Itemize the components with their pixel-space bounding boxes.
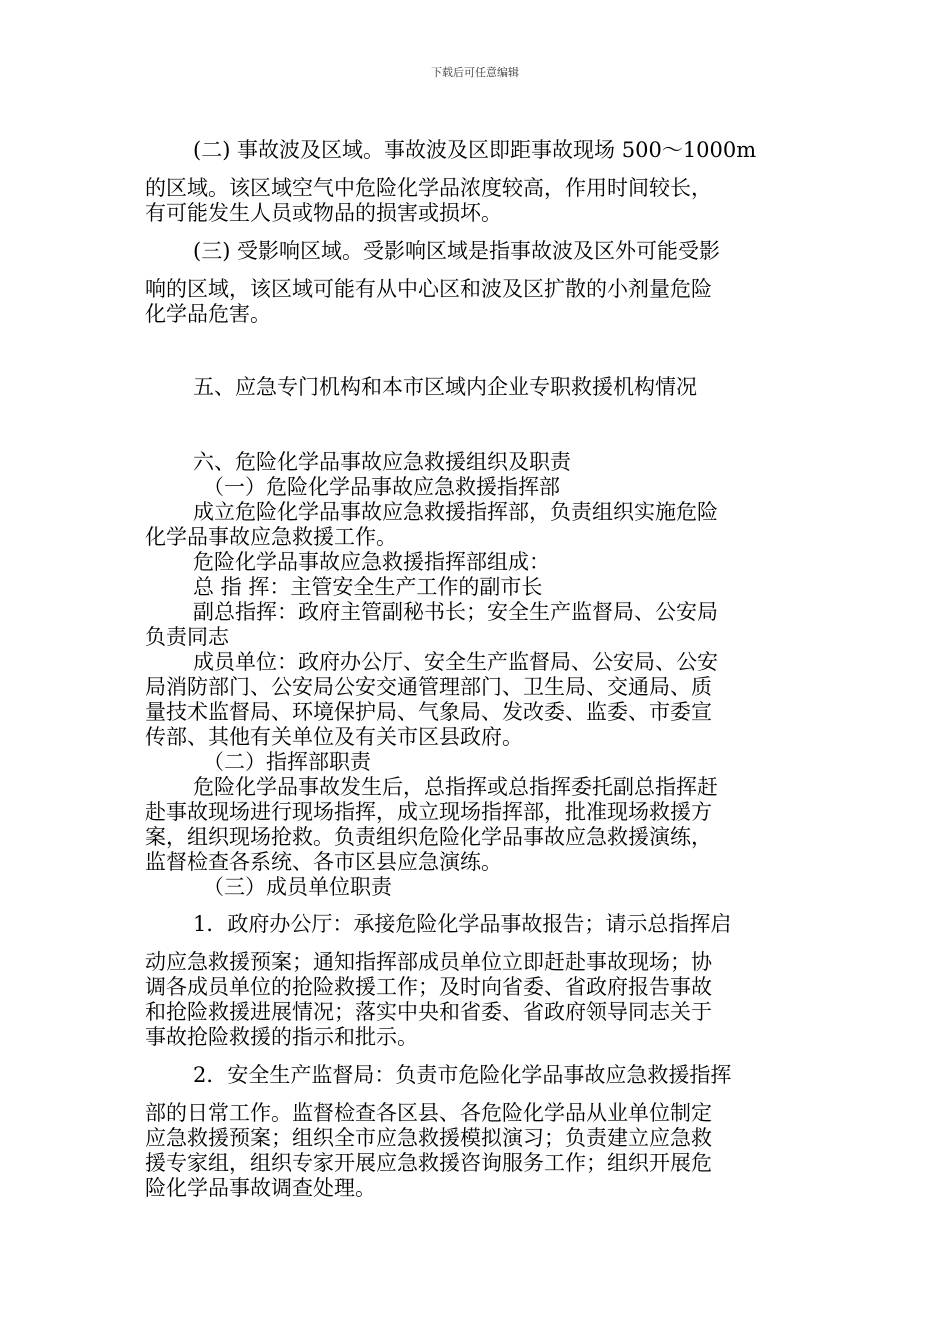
paragraph-line: 传部、其他有关单位及有关市区县政府。	[145, 725, 523, 749]
paragraph-line: 响的区域，该区域可能有从中心区和波及区扩散的小剂量危险	[145, 277, 712, 301]
paragraph-line: 监督检查各系统、各市区县应急演练。	[145, 850, 502, 874]
paragraph-line: 化学品危害。	[145, 302, 271, 326]
paragraph-line: 成立危险化学品事故应急救援指挥部，负责组织实施危险	[193, 500, 718, 524]
paragraph-line: 成员单位：政府办公厅、安全生产监督局、公安局、公安	[193, 650, 718, 674]
paragraph-line: 事故抢险救援的指示和批示。	[145, 1025, 418, 1049]
section-heading: 六、危险化学品事故应急救援组织及职责	[193, 450, 571, 474]
paragraph-line: 和抢险救援进展情况；落实中央和省委、省政府领导同志关于	[145, 1000, 712, 1024]
page-header: 下载后可任意编辑	[431, 66, 519, 79]
paragraph-line: (三) 受影响区域。受影响区域是指事故波及区外可能受影	[193, 239, 721, 263]
paragraph-line: 赴事故现场进行现场指挥，成立现场指挥部，批准现场救援方	[145, 800, 712, 824]
paragraph-line: 1．政府办公厅：承接危险化学品事故报告；请示总指挥启	[193, 912, 732, 936]
paragraph-line: 2．安全生产监督局：负责市危险化学品事故应急救援指挥	[193, 1063, 732, 1087]
subsection-heading: （二）指挥部职责	[203, 750, 371, 774]
paragraph-line: 案，组织现场抢救。负责组织危险化学品事故应急救援演练，	[145, 825, 712, 849]
paragraph-line: 险化学品事故调查处理。	[145, 1176, 376, 1200]
paragraph-line: 副总指挥：政府主管副秘书长；安全生产监督局、公安局	[193, 600, 718, 624]
paragraph-line: 危险化学品事故发生后，总指挥或总指挥委托副总指挥赶	[193, 775, 718, 799]
paragraph-line: 危险化学品事故应急救援指挥部组成：	[193, 550, 550, 574]
paragraph-line: 局消防部门、公安局公安交通管理部门、卫生局、交通局、质	[145, 675, 712, 699]
subsection-heading: （一）危险化学品事故应急救援指挥部	[203, 475, 560, 499]
paragraph-line: (二) 事故波及区域。事故波及区即距事故现场 500～1000m	[193, 138, 757, 162]
paragraph-line: 化学品事故应急救援工作。	[145, 525, 397, 549]
paragraph-line: 调各成员单位的抢险救援工作；及时向省委、省政府报告事故	[145, 975, 712, 999]
paragraph-line: 援专家组，组织专家开展应急救援咨询服务工作；组织开展危	[145, 1151, 712, 1175]
paragraph-line: 应急救援预案；组织全市应急救援模拟演习；负责建立应急救	[145, 1126, 712, 1150]
paragraph-line: 动应急救援预案；通知指挥部成员单位立即赶赴事故现场；协	[145, 950, 712, 974]
paragraph-line: 有可能发生人员或物品的损害或损坏。	[145, 201, 502, 225]
paragraph-line: 的区域。该区域空气中危险化学品浓度较高，作用时间较长，	[145, 176, 712, 200]
paragraph-line: 量技术监督局、环境保护局、气象局、发改委、监委、市委宣	[145, 700, 712, 724]
subsection-heading: （三）成员单位职责	[203, 875, 392, 899]
paragraph-line: 部的日常工作。监督检查各区县、各危险化学品从业单位制定	[145, 1101, 712, 1125]
paragraph-line: 负责同志	[145, 625, 229, 649]
section-heading: 五、应急专门机构和本市区域内企业专职救援机构情况	[193, 375, 697, 399]
paragraph-line: 总 指 挥：主管安全生产工作的副市长	[193, 575, 543, 599]
